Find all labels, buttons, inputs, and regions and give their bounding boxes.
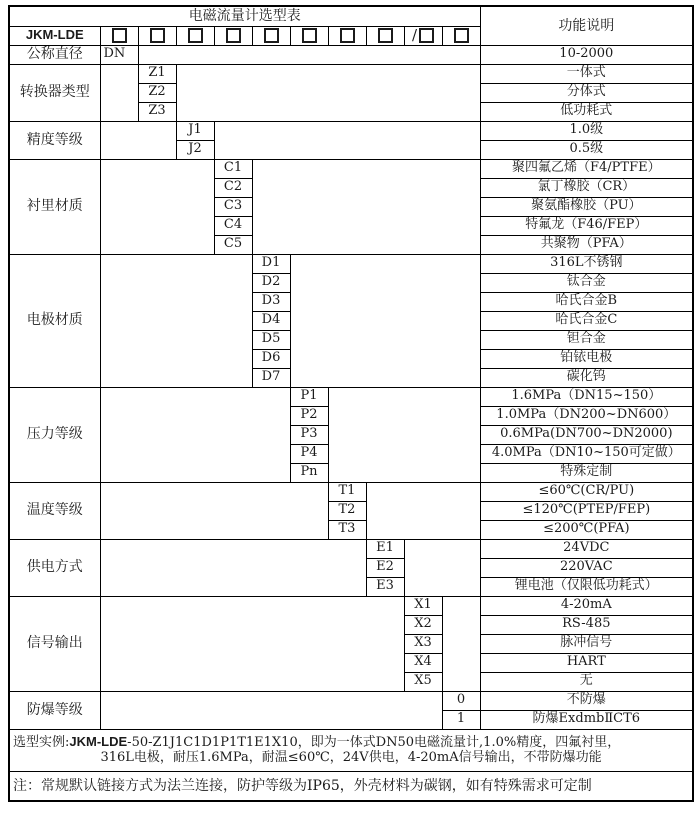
description-cell: 钛合金	[480, 273, 693, 292]
code-cell: C4	[214, 216, 252, 235]
selection-example-line1: 选型实例:JKM-LDE-50-Z1J1C1D1P1T1E1X10，即为一体式DN50电磁流量计,1.0%精度，四氟衬里，	[13, 733, 621, 750]
description-cell: 聚氨酯橡胶（PU）	[480, 197, 693, 216]
checkbox-cell-1	[100, 26, 138, 45]
code-cell: DN	[100, 45, 138, 64]
code-cell: E1	[366, 539, 404, 558]
checkbox-icon	[150, 28, 165, 43]
code-cell: D4	[252, 311, 290, 330]
spacer-cell	[442, 596, 480, 691]
code-cell: X2	[404, 615, 442, 634]
code-cell: C3	[214, 197, 252, 216]
table-title: 电磁流量计选型表	[9, 6, 480, 26]
selection-table	[8, 5, 694, 802]
spacer-cell	[252, 159, 480, 254]
checkbox-cell-6	[290, 26, 328, 45]
checkbox-icon	[112, 28, 127, 43]
description-cell: 分体式	[480, 83, 693, 102]
spacer-cell	[100, 539, 366, 596]
spacer-cell	[100, 482, 328, 539]
example-model-code: JKM-LDE	[69, 733, 128, 749]
code-cell: J1	[176, 121, 214, 140]
code-cell: P1	[290, 387, 328, 406]
selection-example-line2: 316L电极，耐压1.6MPa，耐温≤60℃，24V供电，4-20mA信号输出，不带防爆功能	[100, 749, 602, 765]
checkbox-icon	[264, 28, 279, 43]
checkbox-icon	[419, 28, 434, 43]
description-cell: HART	[480, 653, 693, 672]
code-cell: C2	[214, 178, 252, 197]
spacer-cell	[100, 254, 252, 387]
description-cell: 聚四氟乙烯（F4/PTFE）	[480, 159, 693, 178]
description-cell: ≤120℃(PTEP/FEP)	[480, 501, 693, 520]
spacer-cell	[214, 121, 480, 159]
code-cell: P3	[290, 425, 328, 444]
description-cell: 锂电池（仅限低功耗式）	[480, 577, 693, 596]
description-cell: 哈氏合金C	[480, 311, 693, 330]
description-cell: 碳化钨	[480, 368, 693, 387]
code-cell: P2	[290, 406, 328, 425]
code-cell: D7	[252, 368, 290, 387]
section-label-converter-type: 转换器类型	[9, 64, 100, 121]
section-label-electrode-material: 电极材质	[9, 254, 100, 387]
description-cell: ≤60℃(CR/PU)	[480, 482, 693, 501]
checkbox-icon	[378, 28, 393, 43]
code-cell: X4	[404, 653, 442, 672]
description-cell: 共聚物（PFA）	[480, 235, 693, 254]
checkbox-icon	[454, 28, 469, 43]
description-cell: 0.5级	[480, 140, 693, 159]
code-cell: T1	[328, 482, 366, 501]
code-cell: E2	[366, 558, 404, 577]
code-cell: D5	[252, 330, 290, 349]
checkbox-icon	[188, 28, 203, 43]
checkbox-icon	[302, 28, 317, 43]
model-prefix: JKM-LDE	[9, 26, 100, 45]
description-cell: 铂铱电极	[480, 349, 693, 368]
spacer-cell	[366, 482, 480, 539]
code-cell: D3	[252, 292, 290, 311]
checkbox-cell-3	[176, 26, 214, 45]
description-cell: 4-20mA	[480, 596, 693, 615]
section-label-temperature-rating: 温度等级	[9, 482, 100, 539]
description-cell: 1.0级	[480, 121, 693, 140]
selection-example	[9, 729, 693, 771]
description-cell: 1.6MPa（DN15~150）	[480, 387, 693, 406]
description-cell: 10-2000	[480, 45, 693, 64]
spacer-cell	[328, 387, 480, 482]
description-cell: 1.0MPa（DN200~DN600）	[480, 406, 693, 425]
code-cell: D1	[252, 254, 290, 273]
code-cell: Pn	[290, 463, 328, 482]
description-cell: 低功耗式	[480, 102, 693, 121]
checkbox-icon	[340, 28, 355, 43]
description-cell: 氯丁橡胶（CR）	[480, 178, 693, 197]
description-cell: ≤200℃(PFA)	[480, 520, 693, 539]
description-cell: 316L不锈钢	[480, 254, 693, 273]
spacer-cell	[100, 64, 138, 121]
checkbox-cell-7	[328, 26, 366, 45]
description-cell: 钽合金	[480, 330, 693, 349]
code-cell: X1	[404, 596, 442, 615]
description-cell: 一体式	[480, 64, 693, 83]
spacer-cell	[404, 539, 480, 596]
spacer-cell	[100, 121, 176, 159]
description-cell: RS-485	[480, 615, 693, 634]
description-cell: 特氟龙（F46/FEP）	[480, 216, 693, 235]
section-label-pressure-rating: 压力等级	[9, 387, 100, 482]
checkbox-icon	[226, 28, 241, 43]
section-label-accuracy-class: 精度等级	[9, 121, 100, 159]
spacer-cell	[176, 64, 480, 121]
section-label-liner-material: 衬里材质	[9, 159, 100, 254]
spacer-cell	[100, 387, 290, 482]
code-cell: D6	[252, 349, 290, 368]
spacer-cell	[290, 254, 480, 387]
description-cell: 无	[480, 672, 693, 691]
code-cell: Z3	[138, 102, 176, 121]
checkbox-cell-8	[366, 26, 404, 45]
code-cell: D2	[252, 273, 290, 292]
description-cell: 不防爆	[480, 691, 693, 710]
code-cell: Z2	[138, 83, 176, 102]
code-cell: 0	[442, 691, 480, 710]
checkbox-cell-10	[442, 26, 480, 45]
slash-separator: /	[411, 26, 418, 44]
section-label-explosion-proof: 防爆等级	[9, 691, 100, 729]
checkbox-cell-4	[214, 26, 252, 45]
description-cell: 脉冲信号	[480, 634, 693, 653]
description-cell: 220VAC	[480, 558, 693, 577]
description-cell: 防爆ExdmbⅡCT6	[480, 710, 693, 729]
section-label-power-supply: 供电方式	[9, 539, 100, 596]
code-cell: X3	[404, 634, 442, 653]
description-cell: 4.0MPa（DN10~150可定做）	[480, 444, 693, 463]
description-cell: 0.6MPa(DN700~DN2000)	[480, 425, 693, 444]
code-cell: Z1	[138, 64, 176, 83]
spacer-cell	[138, 45, 480, 64]
checkbox-cell-2	[138, 26, 176, 45]
code-cell: T3	[328, 520, 366, 539]
code-cell: C5	[214, 235, 252, 254]
section-label-signal-output: 信号输出	[9, 596, 100, 691]
code-cell: X5	[404, 672, 442, 691]
checkbox-cell-5	[252, 26, 290, 45]
section-label-nominal-diameter: 公称直径	[9, 45, 100, 64]
spacer-cell	[100, 596, 404, 691]
code-cell: J2	[176, 140, 214, 159]
spacer-cell	[100, 691, 442, 729]
code-cell: T2	[328, 501, 366, 520]
code-cell: 1	[442, 710, 480, 729]
description-cell: 特殊定制	[480, 463, 693, 482]
code-cell: C1	[214, 159, 252, 178]
code-cell: P4	[290, 444, 328, 463]
function-description-header: 功能说明	[480, 6, 693, 45]
code-cell: E3	[366, 577, 404, 596]
description-cell: 24VDC	[480, 539, 693, 558]
description-cell: 哈氏合金B	[480, 292, 693, 311]
note: 注：常规默认链接方式为法兰连接，防护等级为IP65，外壳材料为碳钢，如有特殊需求可定制	[9, 771, 693, 801]
spacer-cell	[100, 159, 214, 254]
checkbox-cell-9	[404, 26, 442, 45]
